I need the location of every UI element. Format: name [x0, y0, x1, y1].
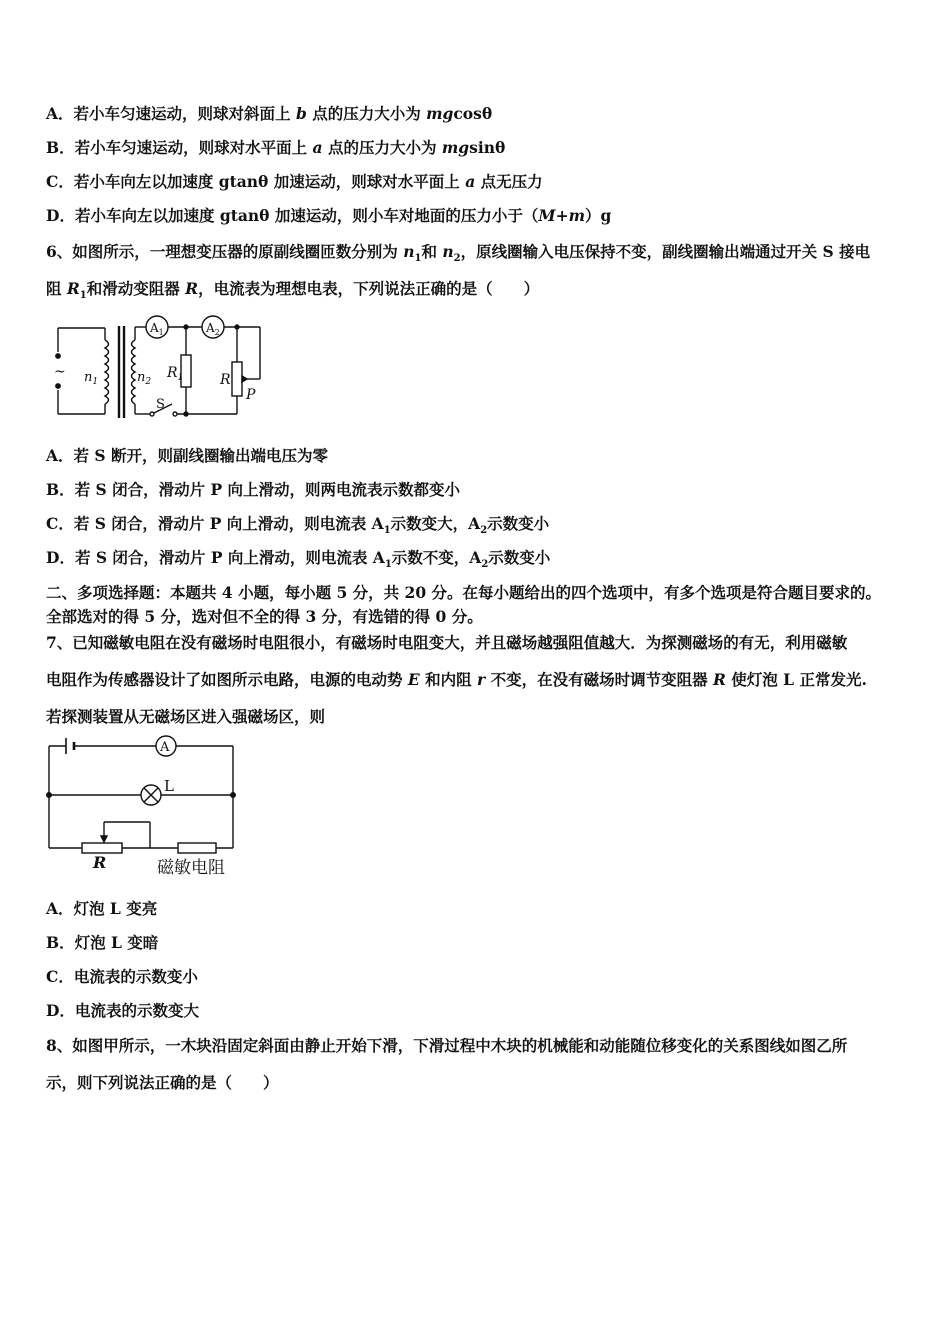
q7-stem-line3: 若探测装置从无磁场区进入强磁场区，则 [46, 707, 326, 726]
q6-stem-line2: 阻 $R_1$和滑动变阻器 R，电流表为理想电表，下列说法正确的是（ ） [46, 279, 540, 302]
q8-stem-line2: 示，则下列说法正确的是（ ） [46, 1073, 279, 1092]
resistor-r1 [181, 355, 191, 387]
lamp-l [141, 785, 161, 805]
svg-text:A2: $A_2$ [206, 321, 220, 337]
svg-text:L: L [164, 777, 174, 795]
ammeter-a2 [202, 316, 224, 338]
q6-option-a: A．若 S 断开，则副线圈输出端电压为零 [46, 446, 329, 465]
primary-coil [105, 340, 109, 404]
section2-heading-line2: 全部选对的得 5 分，选对但不全的得 3 分，有选错的得 0 分。 [46, 607, 483, 626]
svg-text:P: P [246, 387, 256, 403]
svg-text:~: ~ [54, 364, 66, 380]
rheostat-r [232, 362, 242, 396]
rheostat-r [82, 843, 122, 853]
svg-text:n1: $n_1$ [84, 370, 99, 387]
ammeter [156, 736, 176, 756]
q6-option-c: C．若 S 闭合，滑动片 P 向上滑动，则电流表 $A_1$示数变大，$A_2$示数变小 [46, 514, 550, 537]
svg-text:磁敏电阻: 磁敏电阻 [157, 858, 225, 878]
q6-stem-line1: 6、如图所示，一理想变压器的原副线圈匝数分别为 $n_1$和 $n_2$，原线圈输入电压保持不变，副线圈输出端通过开关 S 接电 [46, 242, 871, 265]
svg-text:n2: $n_2$ [137, 370, 152, 387]
secondary-coil [132, 340, 136, 404]
magnetoresistor [178, 843, 216, 853]
switch-s [154, 404, 172, 413]
q5-option-b: B．若小车匀速运动，则球对水平面上 a 点的压力大小为 mgsinθ [46, 138, 506, 157]
q7-option-c: C．电流表的示数变小 [46, 967, 198, 986]
svg-text:A: A [160, 740, 170, 755]
q8-stem-line1: 8、如图甲所示，一木块沿固定斜面由静止开始下滑，下滑过程中木块的机械能和动能随位移变化的关系图线如图乙所 [46, 1036, 848, 1055]
q7-option-d: D．电流表的示数变大 [46, 1001, 199, 1020]
q5-option-d: D．若小车向左以加速度 gtanθ 加速运动，则小车对地面的压力小于（M+m）g [46, 206, 612, 225]
q5-option-a: A．若小车匀速运动，则球对斜面上 b 点的压力大小为 mgcosθ [46, 104, 493, 123]
svg-text:R: R [220, 372, 231, 388]
q7-option-a: A．灯泡 L 变亮 [46, 899, 158, 918]
q5-option-c: C．若小车向左以加速度 gtanθ 加速运动，则球对水平面上 a 点无压力 [46, 172, 543, 191]
ammeter-a1 [146, 316, 168, 338]
svg-text:S: S [156, 397, 165, 412]
q6-option-d: D．若 S 闭合，滑动片 P 向上滑动，则电流表 $A_1$示数不变，$A_2$示数变小 [46, 548, 551, 571]
slider-p [242, 376, 247, 382]
svg-text:A1: $A_1$ [150, 321, 164, 337]
section2-heading-line1: 二、多项选择题：本题共 4 小题，每小题 5 分，共 20 分。在每小题给出的四个选项中，有多个选项是符合题目要求的。 [46, 583, 882, 602]
q7-stem-line1: 7、已知磁敏电阻在没有磁场时电阻很小，有磁场时电阻变大，并且磁场越强阻值越大．为探测磁场的有无，利用磁敏 [46, 633, 848, 652]
svg-text:R: R [93, 853, 107, 872]
svg-text:R1: $R_1$ [167, 365, 184, 383]
q6-option-b: B．若 S 闭合，滑动片 P 向上滑动，则两电流表示数都变小 [46, 480, 461, 499]
q7-stem-line2: 电阻作为传感器设计了如图所示电路，电源的电动势 E 和内阻 r 不变，在没有磁场时调节变阻器 R 使灯泡 L 正常发光. [46, 670, 867, 689]
q7-option-b: B．灯泡 L 变暗 [46, 933, 159, 952]
